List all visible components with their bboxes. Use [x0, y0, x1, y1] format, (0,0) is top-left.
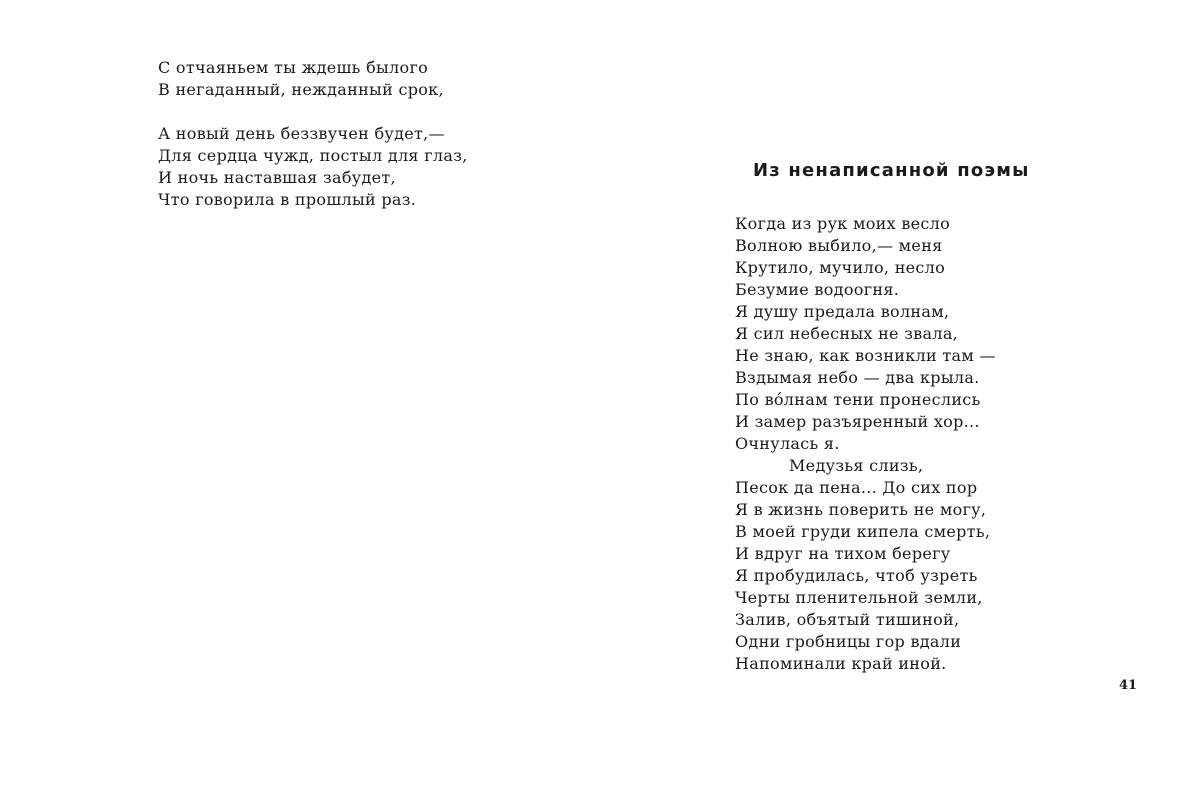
poem-line: И замер разъяренный хор...	[735, 412, 980, 431]
poem-line: Одни гробницы гор вдали	[735, 632, 962, 651]
poem-line: Я душу предала волнам,	[735, 302, 950, 321]
right-page	[598, 0, 1197, 800]
poem-line: Что говорила в прошлый раз.	[158, 190, 417, 209]
left-page	[0, 0, 598, 800]
poem-line: Волною выбило,— меня	[735, 236, 943, 255]
poem-line: Крутило, мучило, несло	[735, 258, 946, 277]
poem-line: С отчаяньем ты ждешь былого	[158, 58, 429, 77]
poem-line: Я пробудилась, чтоб узреть	[735, 566, 978, 585]
poem-line: Залив, объятый тишиной,	[735, 610, 960, 629]
poem-title: Из ненаписанной поэмы	[753, 160, 1030, 181]
poem-line: Песок да пена... До сих пор	[735, 478, 978, 497]
poem-line: Я в жизнь поверить не могу,	[735, 500, 987, 519]
poem-line: Напоминали край иной.	[735, 654, 947, 673]
poem-line: Не знаю, как возникли там —	[735, 346, 996, 365]
poem-line: И вдруг на тихом берегу	[735, 544, 951, 563]
poem-line: А новый день беззвучен будет,—	[158, 124, 445, 143]
poem-line: Безумие водоогня.	[735, 280, 900, 299]
poem-line: Когда из рук моих весло	[735, 214, 951, 233]
poem-line: По вóлнам тени пронеслись	[735, 390, 981, 409]
poem-line: В моей груди кипела смерть,	[735, 522, 991, 541]
poem-line-indented: Медузья слизь,	[789, 456, 924, 475]
poem-line: Я сил небесных не звала,	[735, 324, 959, 343]
poem-line: Черты пленительной земли,	[735, 588, 983, 607]
page-number: 41	[1119, 678, 1138, 693]
poem-line: В негаданный, нежданный срок,	[158, 80, 444, 99]
poem-body	[735, 213, 996, 675]
poem-line: Для сердца чужд, постыл для глаз,	[158, 146, 468, 165]
poem-line: И ночь наставшая забудет,	[158, 168, 396, 187]
poem-line: Вздымая небо — два крыла.	[735, 368, 980, 387]
poem-stanza-1	[158, 57, 444, 101]
poem-line: Очнулась я.	[735, 434, 840, 453]
poem-stanza-2	[158, 123, 468, 211]
